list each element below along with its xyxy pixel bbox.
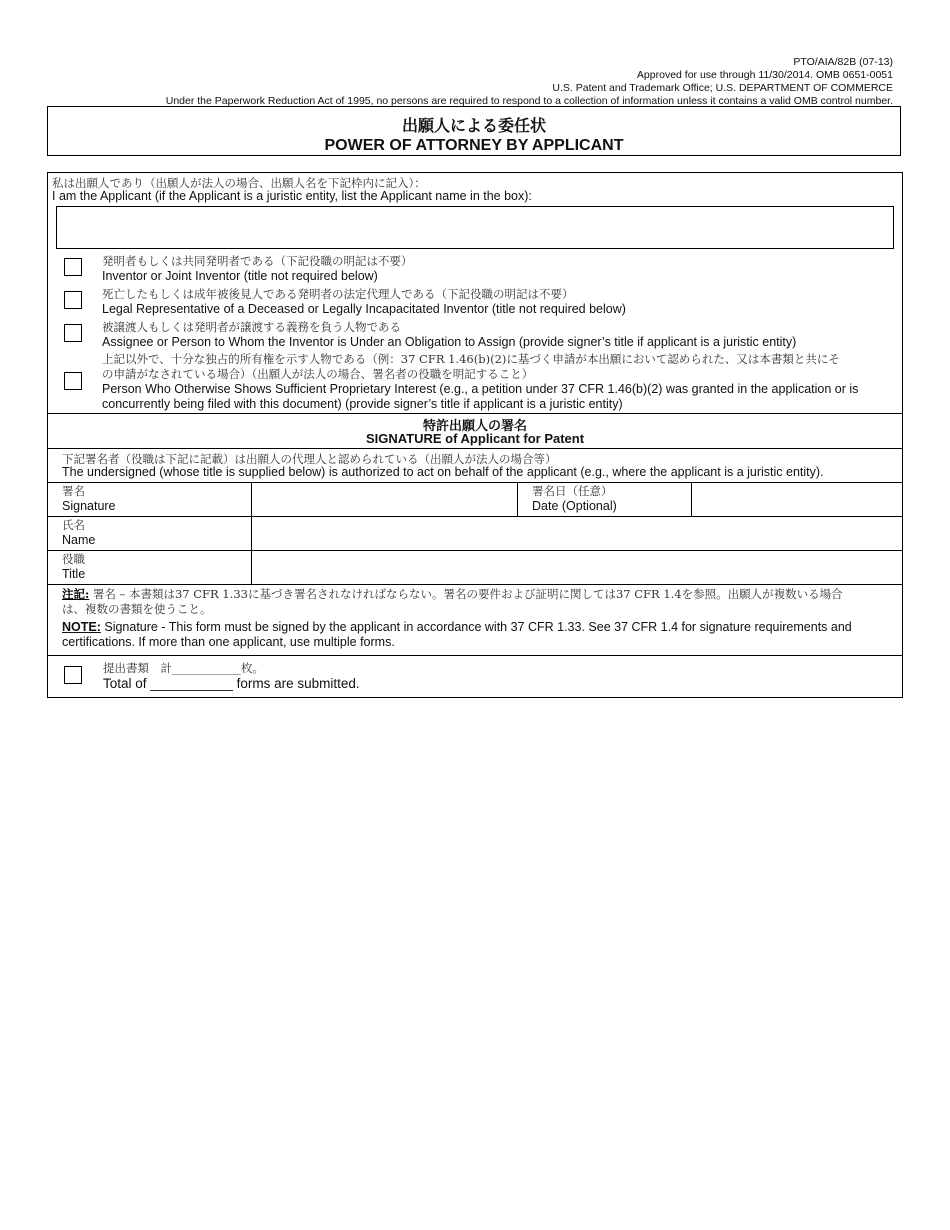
option-inventor-en: Inventor or Joint Inventor (title not required below) [102,269,378,283]
date-label [532,484,617,514]
title-jp: 出願人による委任状 [401,116,546,135]
name-label-jp: 氏名 [62,518,85,532]
checkbox-proprietary-interest[interactable] [64,372,82,390]
total-forms-en: Total of ___________ forms are submitted. [103,676,360,691]
title-en: POWER OF ATTORNEY BY APPLICANT [324,137,624,154]
divider [48,413,902,414]
checkbox-assignee[interactable] [64,324,82,342]
note-block [62,587,892,650]
checkbox-total-forms[interactable] [64,666,82,684]
signature-section-jp: 特許出願人の署名 [422,419,527,434]
option-proprietary-interest [102,352,902,412]
option-inventor-jp: 発明者もしくは共同発明者である（下記役職の明記は不要） [102,254,413,268]
divider [251,482,252,585]
option-proprietary-interest-en-1: Person Who Otherwise Shows Sufficient Proprietary Interest (e.g., a petition under 37 CFR 1.46(b)(2) was granted in the application or is [102,382,859,396]
option-legal-representative [102,287,626,317]
signature-field[interactable] [253,483,517,516]
form-header [166,56,893,108]
note-text-jp-2: は、複数の書類を使うこと。 [62,602,212,616]
omb-approval: Approved for use through 11/30/2014. OMB 0651-0051 [636,69,893,81]
divider [48,655,902,656]
date-field[interactable] [693,483,902,516]
divider [48,448,902,449]
applicant-name-box[interactable] [56,206,894,249]
note-label-en: NOTE: [62,620,101,634]
form-id: PTO/AIA/82B (07-13) [793,56,893,68]
divider [48,584,902,585]
name-label-en: Name [62,533,96,547]
applicant-intro-en: I am the Applicant (if the Applicant is a juristic entity, list the Applicant name in the box): [52,189,532,203]
date-label-jp: 署名日（任意） [532,484,613,498]
signature-label-jp: 署名 [62,484,85,498]
paperwork-notice: Under the Paperwork Reduction Act of 1995, no persons are required to respond to a collection of information unless it contains a valid OMB control number. [165,95,893,107]
option-proprietary-interest-jp-2: の申請がなされている場合）（出願人が法人の場合、署名者の役職を明記すること） [102,367,534,381]
authorization-jp: 下記署名者（役職は下記に記載）は出願人の代理人と認められている（出願人が法人の場合等） [62,452,557,466]
option-legal-representative-jp: 死亡したもしくは成年被後見人である発明者の法定代理人である（下記役職の明記は不要） [102,287,574,301]
office-name: U.S. Patent and Trademark Office; U.S. DEPARTMENT OF COMMERCE [552,82,893,94]
main-form [47,172,903,698]
divider [517,482,518,516]
checkbox-inventor[interactable] [64,258,82,276]
option-assignee-en: Assignee or Person to Whom the Inventor is Under an Obligation to Assign (provide signer’s title if applicant is a juristic entity) [102,335,797,349]
option-legal-representative-en: Legal Representative of a Deceased or Legally Incapacitated Inventor (title not required below) [102,302,626,316]
name-field[interactable] [253,517,902,550]
note-text-en-1: Signature - This form must be signed by the applicant in accordance with 37 CFR 1.33. See 37 CFR 1.4 for signature requirements and [100,620,852,634]
signature-section-en: SIGNATURE of Applicant for Patent [365,431,585,446]
title-label [62,552,85,582]
signature-label-en: Signature [62,499,116,513]
total-forms [103,660,360,692]
title-box [47,106,901,156]
signature-label [62,484,116,514]
option-proprietary-interest-jp-1: 上記以外で、十分な独占的所有権を示す人物である（例：37 CFR 1.46(b)(2)に基づく申請が本出願において認められた、又は本書類と共にそ [102,352,840,366]
note-label-jp: 注記: [62,587,90,601]
name-label [62,518,95,548]
option-proprietary-interest-en-2: concurrently being filed with this document) (provide signer’s title if applicant is a juristic entity) [102,397,623,411]
title-label-jp: 役職 [62,552,85,566]
authorization-en: The undersigned (whose title is supplied below) is authorized to act on behalf of the applicant (e.g., where the applicant is a juristic entity). [62,465,824,479]
option-inventor [102,254,413,284]
date-label-en: Date (Optional) [532,499,617,513]
applicant-intro-jp: 私は出願人であり（出願人が法人の場合、出願人名を下記枠内に記入）： [52,176,426,190]
title-field[interactable] [253,551,902,584]
divider [691,482,692,516]
total-forms-jp: 提出書類 計____________枚。 [103,661,264,675]
option-assignee-jp: 被譲渡人もしくは発明者が譲渡する義務を負う人物である [102,320,401,334]
checkbox-legal-representative[interactable] [64,291,82,309]
note-text-jp-1: 署名 – 本書類は37 CFR 1.33に基づき署名されなければならない。署名の要件および証明に関しては37 CFR 1.4を参照。出願人が複数いる場合 [89,587,843,601]
title-label-en: Title [62,567,86,581]
note-text-en-2: certifications. If more than one applicant, use multiple forms. [62,635,395,649]
option-assignee [102,320,796,350]
